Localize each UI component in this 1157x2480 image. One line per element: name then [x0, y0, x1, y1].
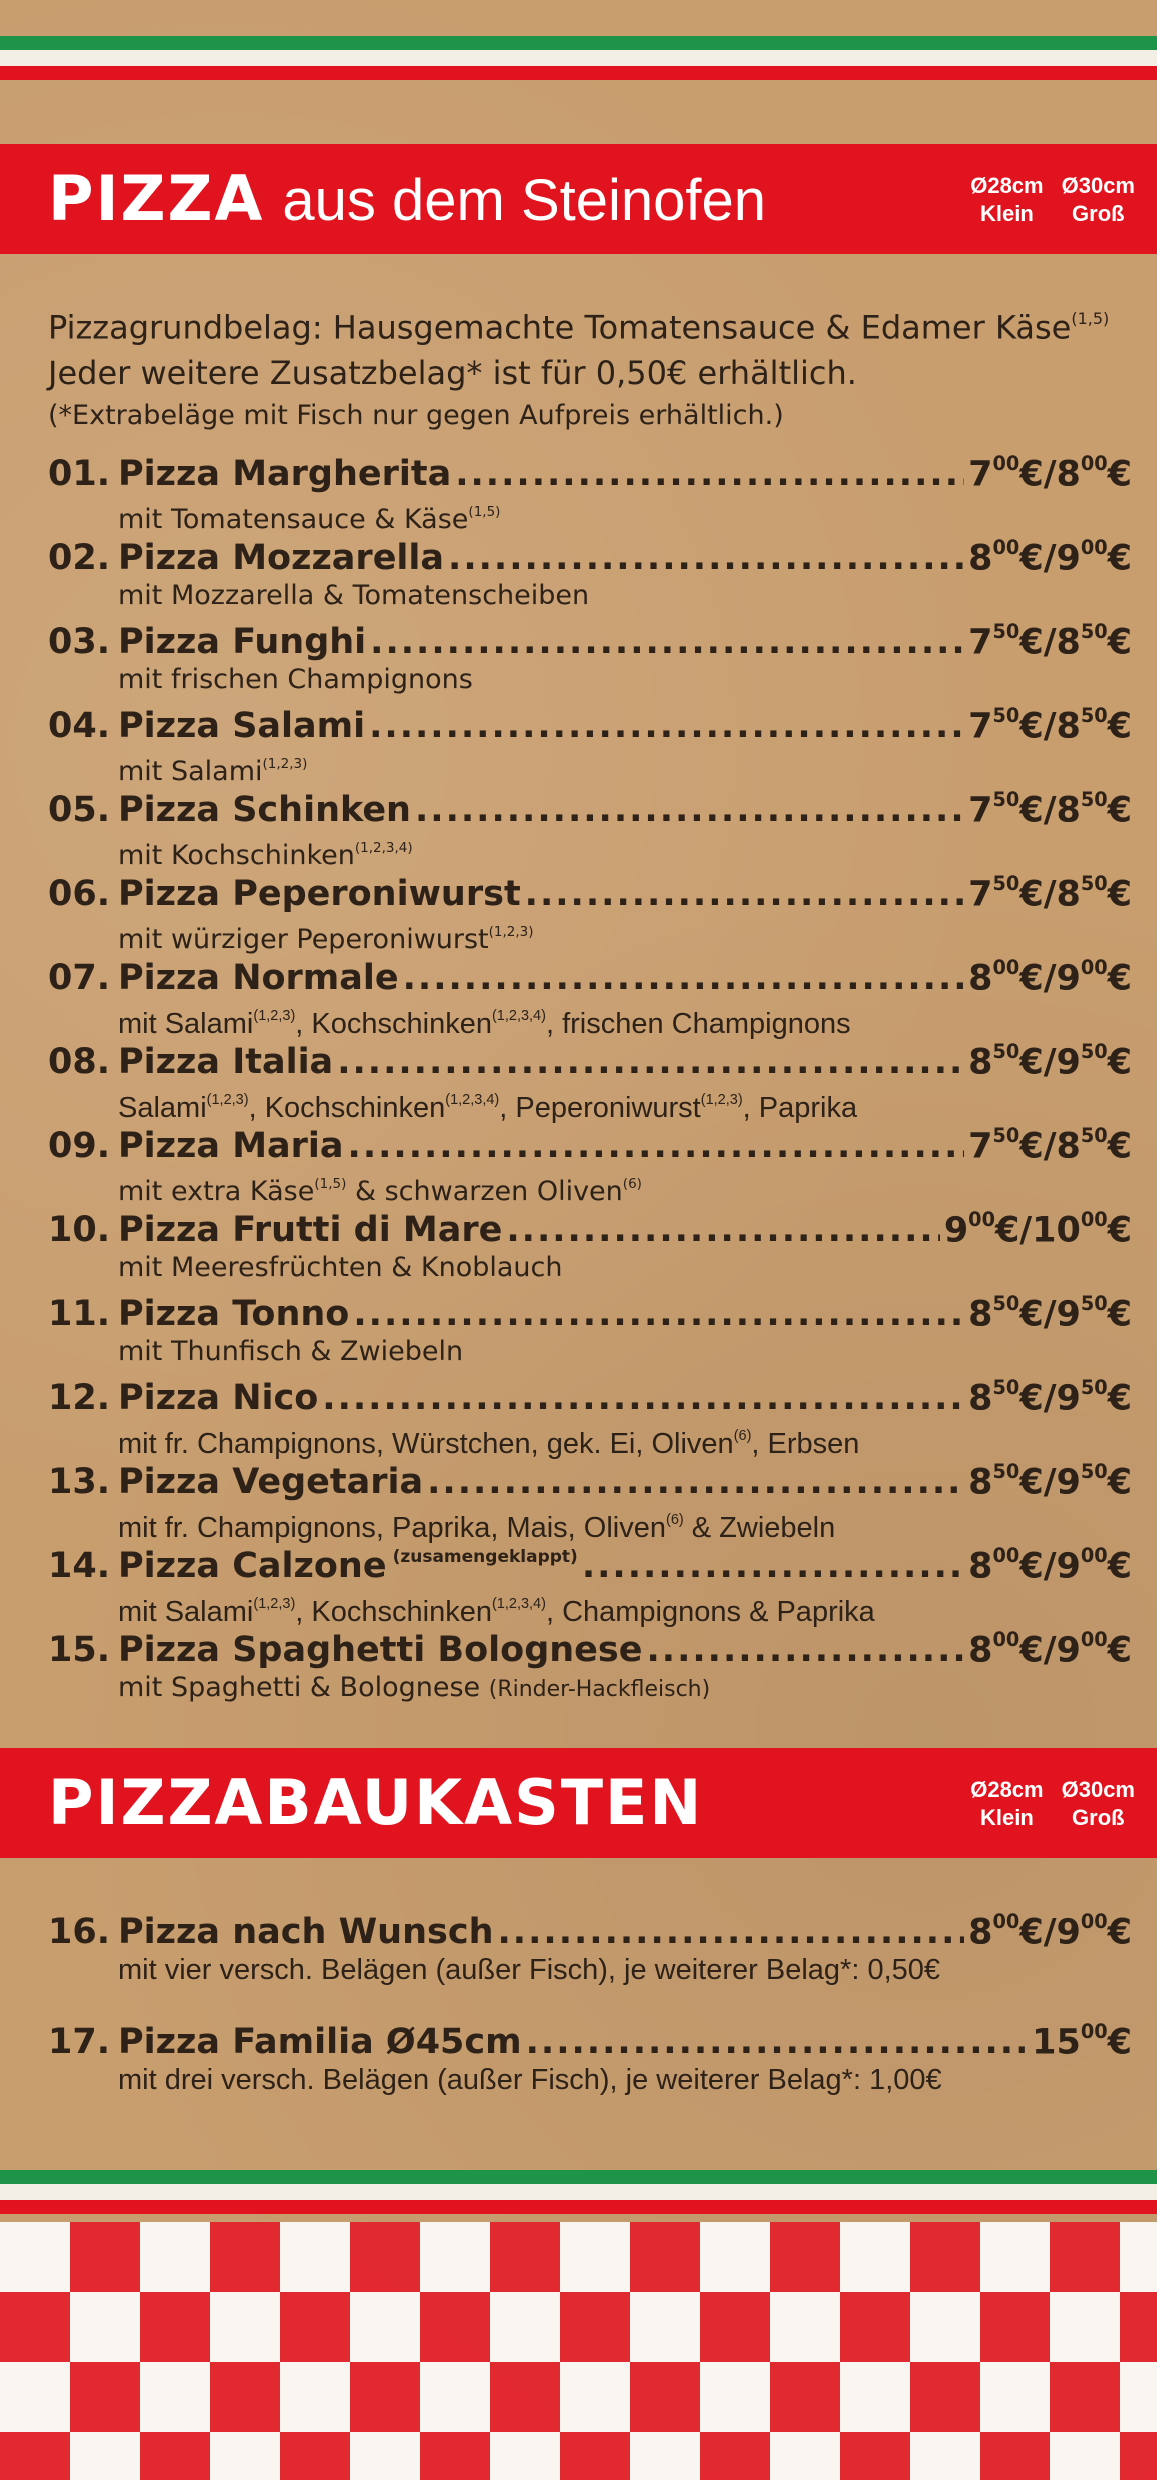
menu-item: 17. Pizza Familia Ø45cm ..... $15^{00}€$ mit drei versch. Belägen (außer Fisch), je weiterer Belag*: 1,00€: [48, 2020, 1132, 2104]
section-header-baukasten: [0, 1748, 1157, 1858]
bottom-stripe-red: [0, 2200, 1157, 2214]
menu-item: 10. Pizza Frutti di Mare ..... $9^{00}€/10^{00}€$ mit Meeresfrüchten & Knoblauch: [48, 1208, 1132, 1292]
menu-item: 14. Pizza Calzone $^{(zusamengeklappt)}$ ..... $8^{00}€/9^{00}€$ mit Salami$^{(1,2,3)}$, Kochschinken$^{(1,2,3,4)}$, Champignons & Paprika: [48, 1544, 1132, 1628]
size-small: Ø28cm Klein: [970, 173, 1044, 226]
top-stripe-green: [0, 36, 1157, 50]
intro-base-toppings: Pizzagrundbelag: Hausgemachte Tomatensauce & Edamer Käse$^{(1,5)}$: [48, 308, 1110, 347]
intro-fish-note: (*Extrabeläge mit Fisch nur gegen Aufpreis erhältlich.): [48, 400, 784, 432]
menu-item: 16. Pizza nach Wunsch ..... $8^{00}€/9^{00}€$ mit vier versch. Belägen (außer Fisch), je weiterer Belag*: 0,50€: [48, 1910, 1132, 1994]
size-legend: [970, 172, 1135, 228]
section-title: [48, 164, 766, 236]
menu-item: 04. Pizza Salami ..... $7^{50}€/8^{50}€$ mit Salami$^{(1,2,3)}$: [48, 704, 1132, 788]
size-small: Ø28cm Klein: [970, 1777, 1044, 1830]
menu-item: 02. Pizza Mozzarella ..... $8^{00}€/9^{00}€$ mit Mozzarella & Tomatenscheiben: [48, 536, 1132, 620]
menu-item: 07. Pizza Normale ..... $8^{00}€/9^{00}€$ mit Salami$^{(1,2,3)}$, Kochschinken$^{(1,2,3,4)}$, frischen Champignons: [48, 956, 1132, 1040]
size-large: Ø30cm Groß: [1061, 1777, 1135, 1830]
menu-item: 13. Pizza Vegetaria ..... $8^{50}€/9^{50}€$ mit fr. Champignons, Paprika, Mais, Oliven$^{(6)}$ & Zwiebeln: [48, 1460, 1132, 1544]
section-header-pizza: [0, 144, 1157, 254]
intro-extra-toppings: Jeder weitere Zusatzbelag* ist für 0,50€ erhältlich.: [48, 354, 857, 393]
checkered-tablecloth: [0, 2222, 1157, 2480]
menu-item: 05. Pizza Schinken ..... $7^{50}€/8^{50}€$ mit Kochschinken$^{(1,2,3,4)}$: [48, 788, 1132, 872]
intro-text: [48, 296, 1128, 436]
menu-item: 09. Pizza Maria ..... $7^{50}€/8^{50}€$ mit extra Käse$^{(1,5)}$ & schwarzen Oliven$^{(6)}$: [48, 1124, 1132, 1208]
bottom-stripe-green: [0, 2170, 1157, 2184]
top-stripe-red: [0, 66, 1157, 80]
menu-item: 15. Pizza Spaghetti Bolognese ..... $8^{00}€/9^{00}€$ mit Spaghetti & Bolognese (Rinder-Hackfleisch): [48, 1628, 1132, 1712]
bottom-stripe-white: [0, 2184, 1157, 2200]
menu-item: 11. Pizza Tonno ..... $8^{50}€/9^{50}€$ mit Thunfisch & Zwiebeln: [48, 1292, 1132, 1376]
title-strong: PIZZA: [48, 162, 265, 235]
menu-item: 01. Pizza Margherita ..... $7^{00}€/8^{00}€$ mit Tomatensauce & Käse$^{(1,5)}$: [48, 452, 1132, 536]
menu-item: 06. Pizza Peperoniwurst ..... $7^{50}€/8^{50}€$ mit würziger Peperoniwurst$^{(1,2,3)}$: [48, 872, 1132, 956]
menu-item: 12. Pizza Nico ..... $8^{50}€/9^{50}€$ mit fr. Champignons, Würstchen, gek. Ei, Oliven$^{(6)}$, Erbsen: [48, 1376, 1132, 1460]
section2-title: PIZZABAUKASTEN: [48, 1766, 704, 1839]
size-legend-2: [970, 1776, 1135, 1832]
size-large: Ø30cm Groß: [1061, 173, 1135, 226]
menu-item: 08. Pizza Italia ..... $8^{50}€/9^{50}€$ Salami$^{(1,2,3)}$, Kochschinken$^{(1,2,3,4)}$, Peperoniwurst$^{(1,2,3)}$, Paprika: [48, 1040, 1132, 1124]
menu-item: 03. Pizza Funghi ..... $7^{50}€/8^{50}€$ mit frischen Champignons: [48, 620, 1132, 704]
top-stripe-white: [0, 50, 1157, 66]
title-light: aus dem Steinofen: [282, 168, 767, 233]
